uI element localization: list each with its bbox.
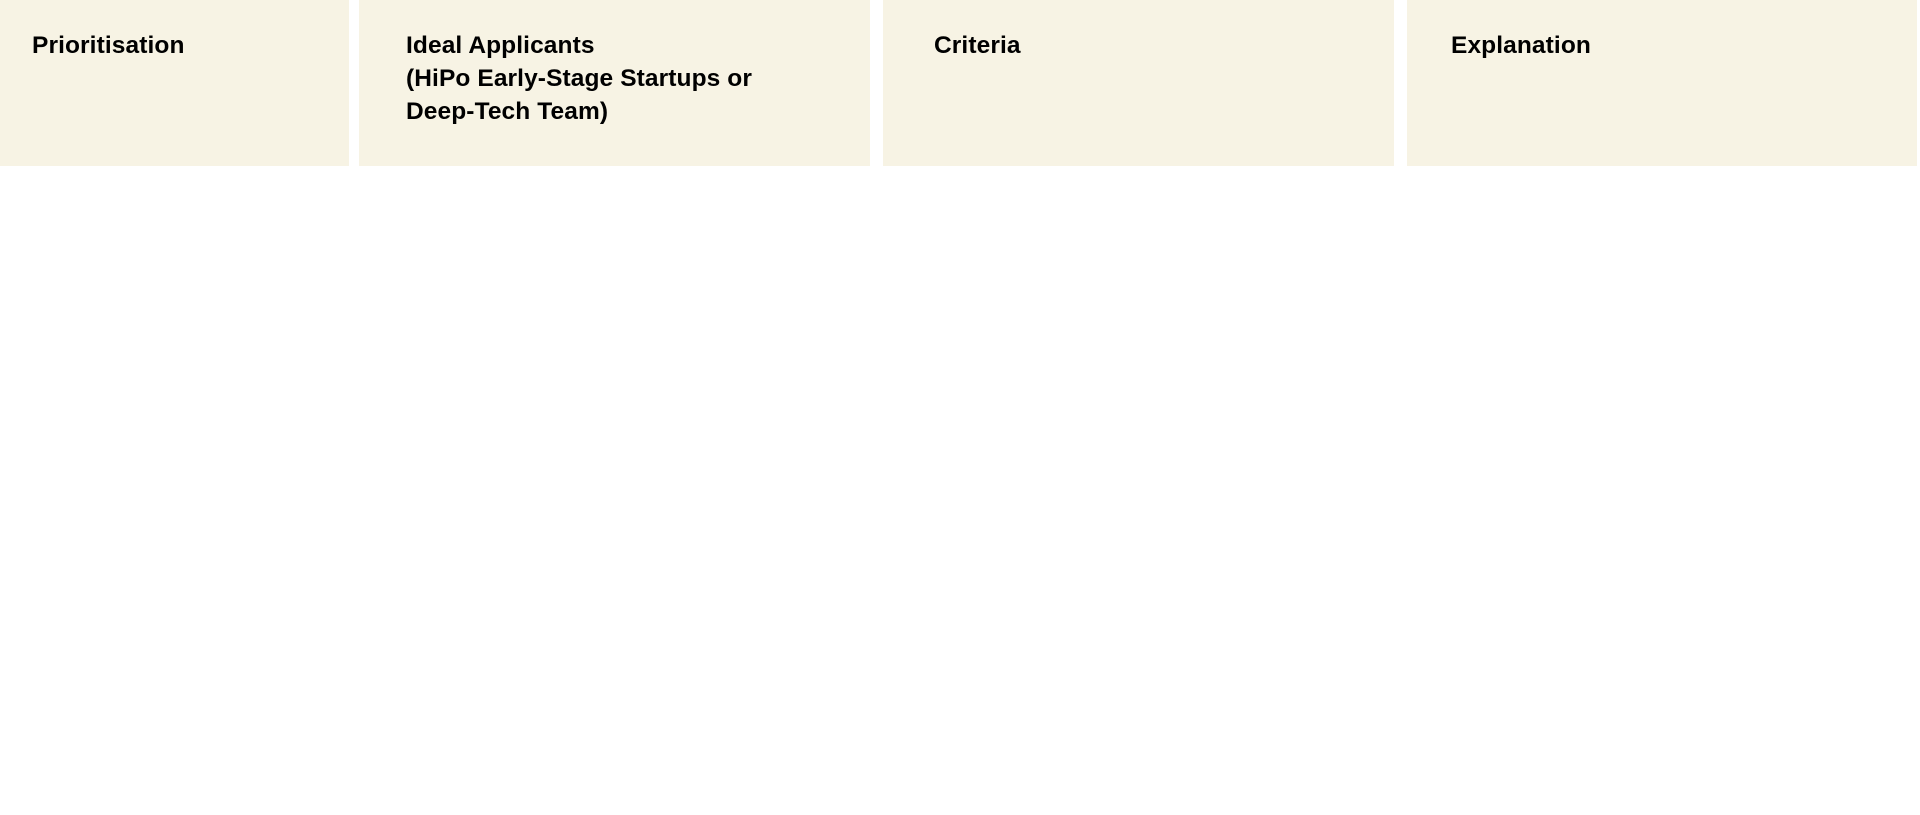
- header-cell-criteria: [883, 0, 1394, 166]
- header-label-ideal-applicants: Ideal Applicants (HiPo Early-Stage Startups or Deep-Tech Team): [406, 32, 752, 125]
- header-cell-prioritisation: [0, 0, 349, 166]
- table-header-row: [0, 0, 1920, 166]
- header-cell-ideal-applicants: [359, 0, 870, 166]
- header-label-criteria: Criteria: [934, 32, 1021, 59]
- header-label-prioritisation: Prioritisation: [32, 32, 185, 59]
- header-label-explanation: Explanation: [1451, 32, 1591, 59]
- header-cell-explanation: [1407, 0, 1917, 166]
